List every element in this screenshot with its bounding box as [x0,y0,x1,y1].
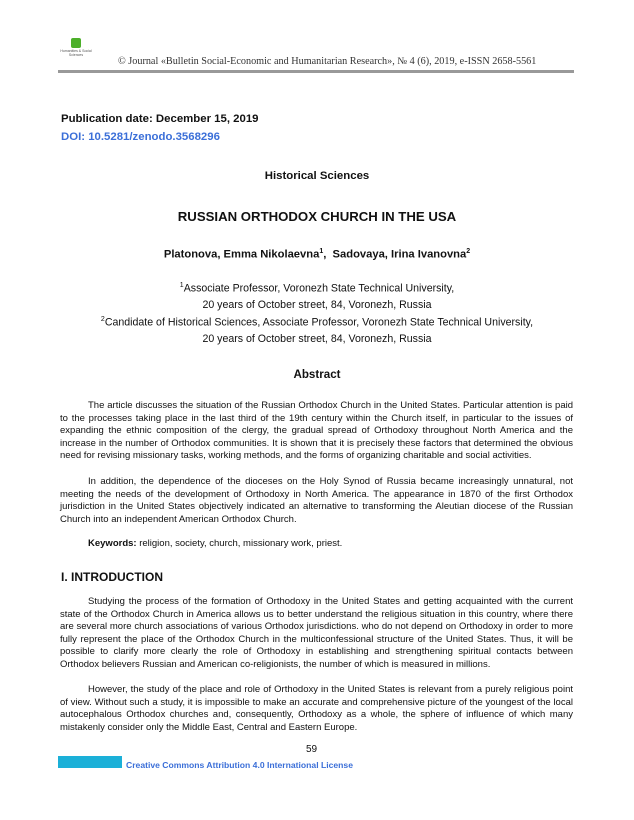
logo-text: Humanities & Social Sciences [60,49,92,57]
intro-paragraph: Studying the process of the formation of Orthodoxy in the United States and getting acquainted with the current state of the Orthodox Church in America allows us to better understand the religious situation in this country, where there are several more church associations of various Orthodox jurisdictions. who do not depend on Orthodoxy in order to more fully represent the place of the Orthodox Church in the multiconfessional structure of the United States. Thus, it will be possible to clarify more clearly the role of Orthodoxy in establishing and strengthening spiritual contacts between Orthodox believers Russian and American co-religionists, the number of which is measured in millions. [60,596,573,670]
author-2-sup: 2 [466,248,471,255]
affiliation-2-line-2: 20 years of October street, 84, Voronezh, Russia [202,333,432,345]
keywords-label: Keywords: [88,538,137,549]
aff-text: Candidate of Historical Sciences, Associate Professor, Voronezh State Technical University, [104,316,534,329]
author-2: Sadovaya, Irina Ivanovna [332,248,467,261]
abstract-paragraph: In addition, the dependence of the dioceses on the Holy Synod of Russia became increasingly unnatural, not meeting the needs of the development of Orthodoxy in North America. The appearance in 1870 of the first Orthodox jurisdiction in the United States objectively indicated an alternative to transforming the Aleutian diocese of the Russian Church into an independent American Orthodox Church. [60,476,573,525]
affiliation-1-line-2: 20 years of October street, 84, Voronezh, Russia [202,299,432,311]
section-label: Historical Sciences [264,170,370,182]
page-number: 59 [306,744,318,755]
affiliation-2-line-1 [60,316,574,329]
abstract-paragraph: The article discusses the situation of the Russian Orthodox Church in the United States. Particular attention is paid to the processes taking place in the last third of the 19th century within the Church itself, in particular to the issues of expanding the ethnic composition of the clergy, the gradual spread of Orthodoxy throughout North America and the increase in the number of Orthodox communities. It is shown that it is precisely these factors that determined the obvious need for revising missionary tasks, working methods, and the forms of organizing charitable and social activities. [60,400,573,462]
affiliation-1-line-1 [60,282,574,295]
people-icon [71,38,81,48]
author-1: Platonova, Emma Nikolaevna [163,248,320,261]
aff-sup: 2 [100,316,105,323]
intro-paragraph: However, the study of the place and role of Orthodoxy in the United States is relevant from a purely religious point of view. Without such a study, it is impossible to make an accurate and comprehensive picture of the youngest of the local autocephalous Orthodox churches and, consequently, Orthodoxy as a whole, the sphere of influence of which many mistakenly consider only the Middle East, Central and Eastern Europe. [60,684,573,733]
keywords-value: religion, society, church, missionary work, priest. [136,538,343,549]
cc-license-badge-icon[interactable] [58,756,122,768]
abstract-heading: Abstract [293,368,341,381]
introduction-heading: I. INTRODUCTION [61,570,163,584]
paper-title: RUSSIAN ORTHODOX CHURCH IN THE USA [177,209,457,224]
authors [60,248,574,261]
aff-text: Associate Professor, Voronezh State Technical University, [183,282,455,295]
license-link[interactable]: Creative Commons Attribution 4.0 International License [126,760,353,770]
header-rule [58,70,574,73]
journal-header: © Journal «Bulletin Social-Economic and Humanitarian Research», № 4 (6), 2019, e-ISSN 2658-5561 [118,56,537,67]
doi-link[interactable]: DOI: 10.5281/zenodo.3568296 [61,131,220,143]
publication-date: Publication date: December 15, 2019 [61,113,259,125]
author-1-sup: 1 [319,248,324,255]
aff-sup: 1 [179,282,184,289]
keywords [88,538,342,549]
author-sep: , [323,248,333,261]
journal-logo [56,38,96,57]
